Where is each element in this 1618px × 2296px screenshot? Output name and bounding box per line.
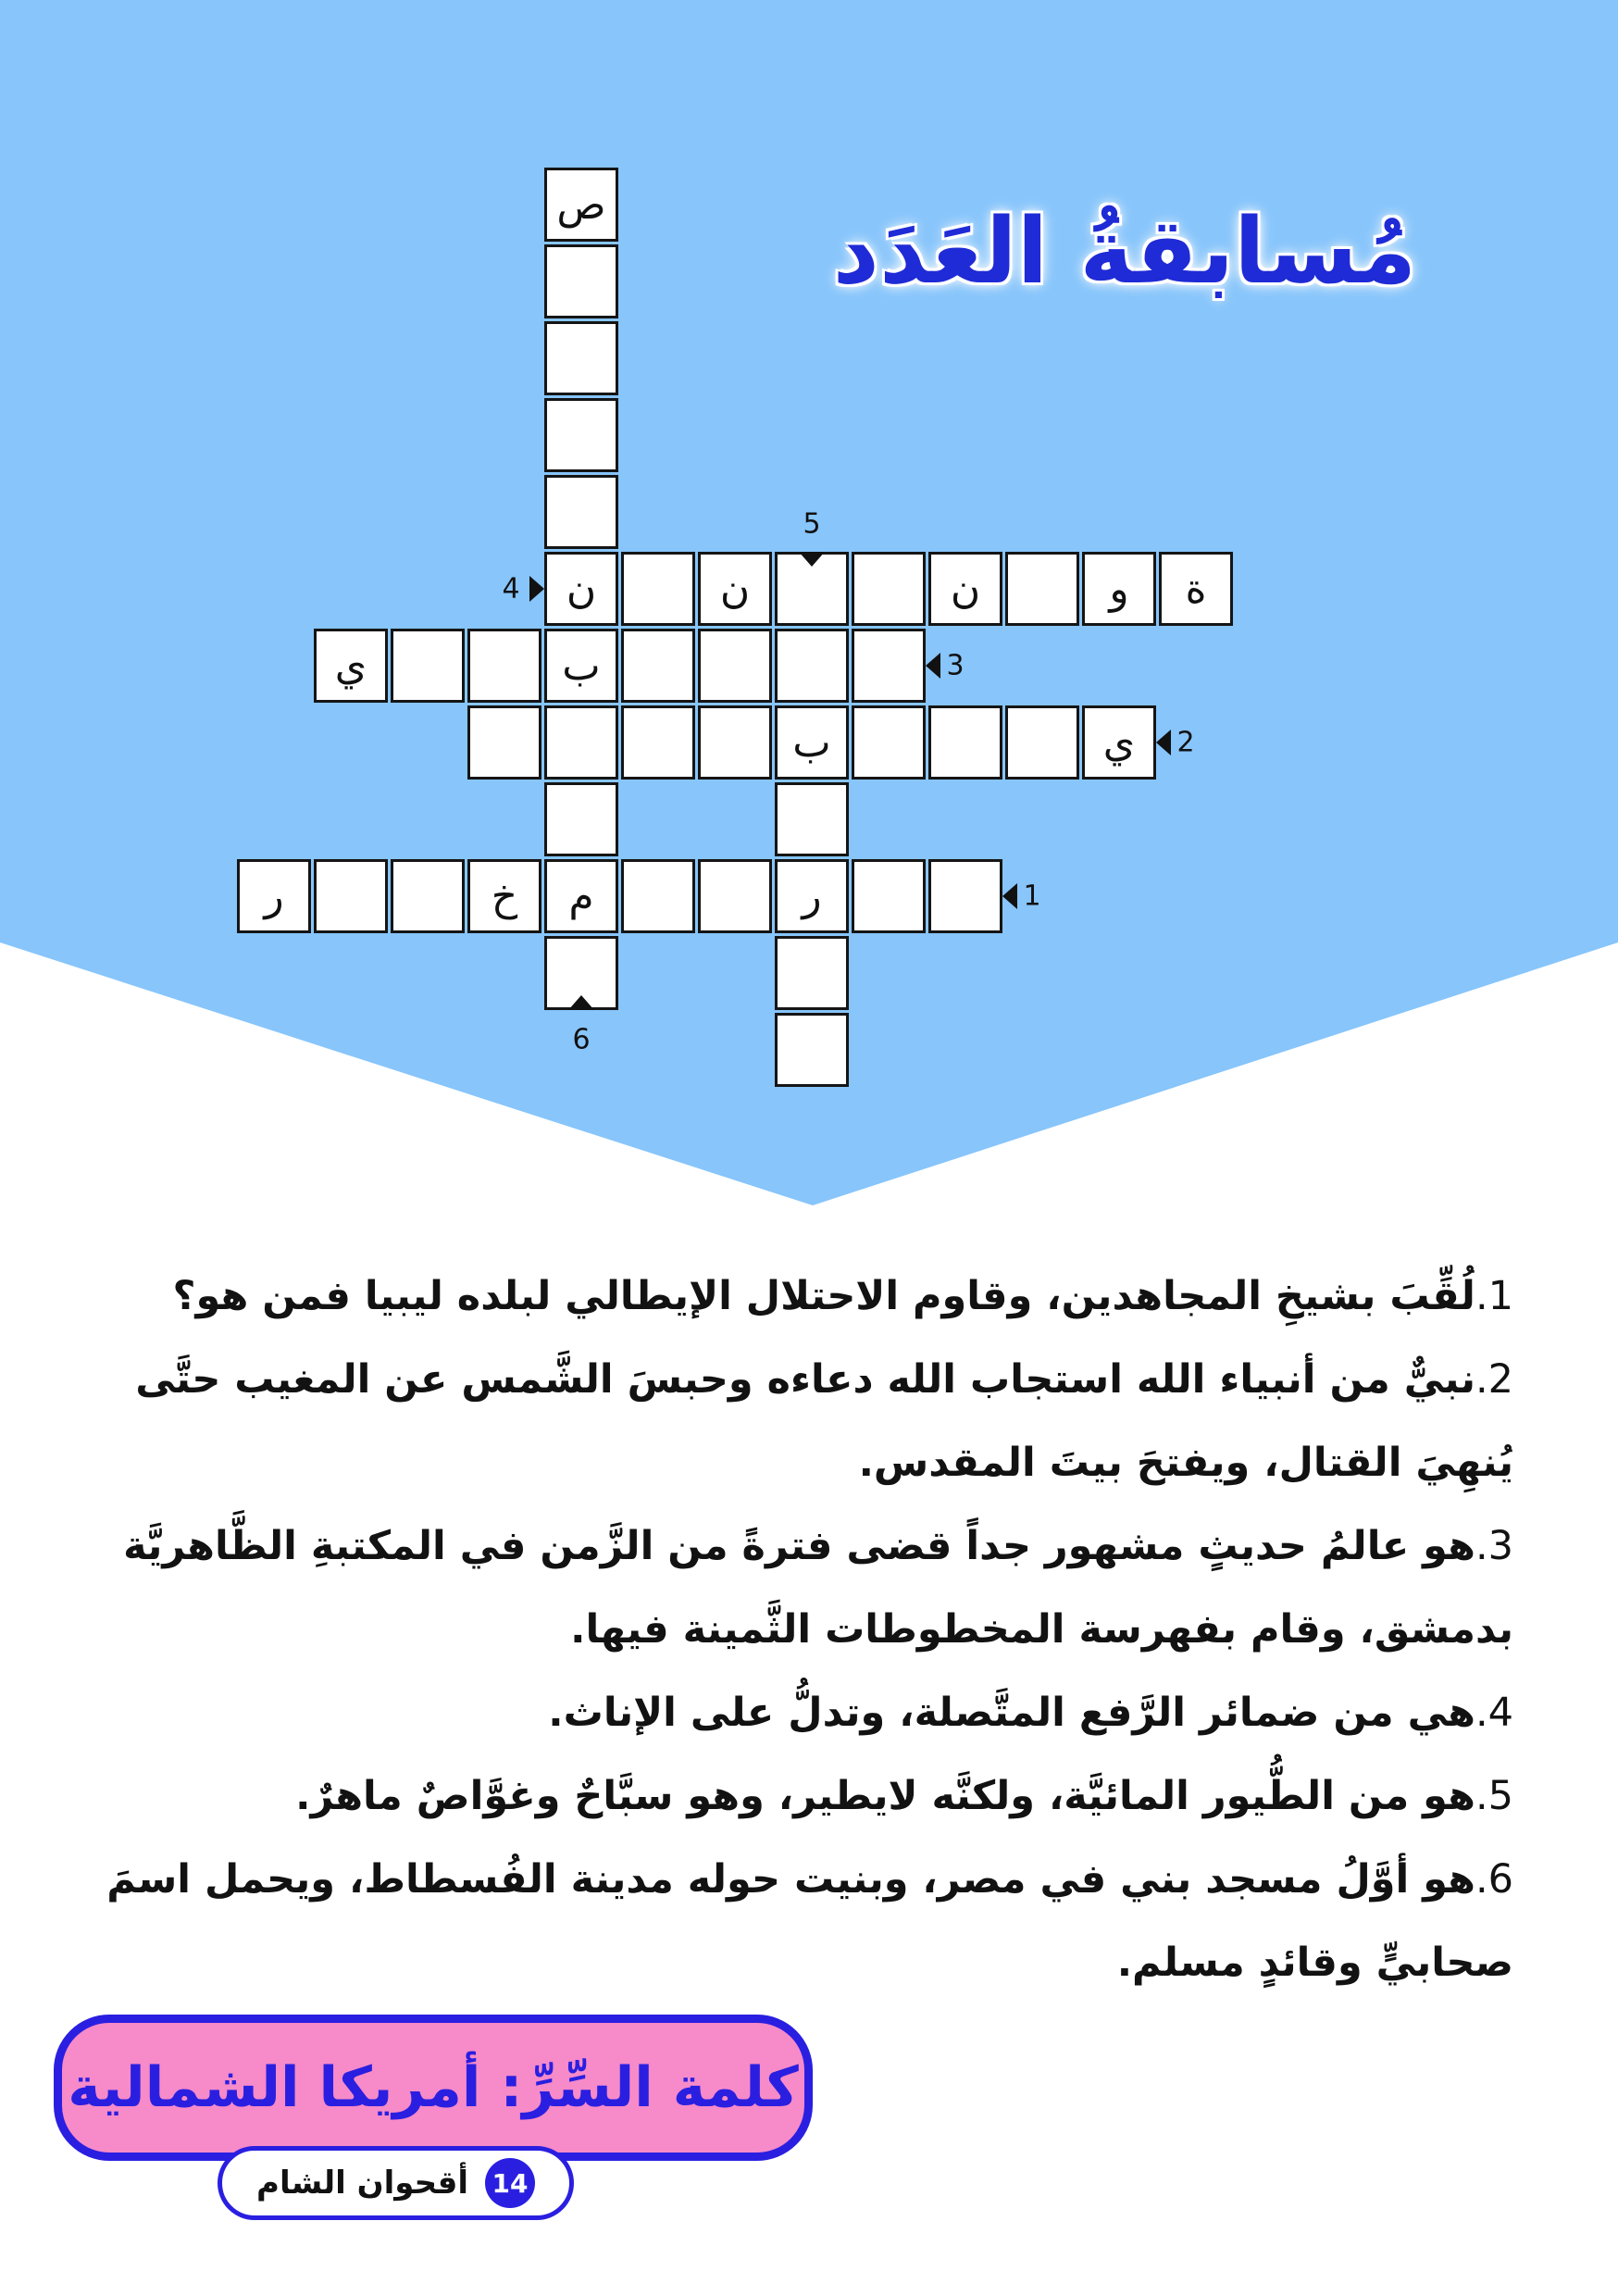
clue-item-text: هي من ضمائر الرَّفع المتَّصلة، وتدلُّ على الإناث. bbox=[548, 1690, 1475, 1736]
crossword-cell[interactable] bbox=[621, 859, 695, 933]
crossword-cell[interactable] bbox=[698, 629, 772, 703]
clue-number: 3 bbox=[946, 649, 965, 682]
crossword-cell[interactable]: ر bbox=[775, 859, 849, 933]
crossword-cell[interactable]: م bbox=[544, 859, 618, 933]
footer-badge bbox=[218, 2146, 574, 2220]
clue-arrow-icon bbox=[799, 552, 825, 567]
crossword-cell[interactable]: ي bbox=[1082, 705, 1156, 780]
crossword-cell[interactable] bbox=[544, 244, 618, 318]
clue-item bbox=[97, 1754, 1513, 1838]
crossword-cell[interactable] bbox=[698, 705, 772, 780]
crossword-cell[interactable] bbox=[621, 629, 695, 703]
clue-item-text: هو عالمُ حديثٍ مشهور جداً قضى فترةً من الزَّمن في المكتبةِ الظَّاهريَّة بدمشق، وقام بفهرسة المخطوطات الثَّمينة فيها. bbox=[123, 1523, 1513, 1653]
clue-arrow-icon bbox=[926, 653, 940, 679]
crossword-cell[interactable] bbox=[775, 936, 849, 1010]
crossword-cell[interactable]: ة bbox=[1159, 552, 1233, 626]
crossword-cell[interactable]: ن bbox=[698, 552, 772, 626]
clue-item-text: هو من الطُّيور المائيَّة، ولكنَّه لايطير، وهو سبَّاحٌ وغوَّاصٌ ماهرٌ. bbox=[295, 1773, 1475, 1819]
crossword-cell[interactable]: ي bbox=[314, 629, 388, 703]
crossword-cell[interactable] bbox=[544, 398, 618, 472]
crossword-cell[interactable] bbox=[314, 859, 388, 933]
crossword-grid bbox=[0, 0, 1618, 1111]
clue-item-text: هو أوَّلُ مسجد بني في مصر، وبنيت حوله مدينة الفُسطاط، ويحمل اسمَ صحابيٍّ وقائدٍ مسلم. bbox=[106, 1856, 1513, 1986]
crossword-cell[interactable] bbox=[775, 1013, 849, 1087]
crossword-cell[interactable] bbox=[928, 705, 1002, 780]
crossword-cell[interactable] bbox=[775, 629, 849, 703]
clue-item bbox=[97, 1838, 1513, 2004]
secret-word-banner: كلمة السِّرِّ: أمريكا الشمالية bbox=[54, 2015, 813, 2161]
clue-list bbox=[97, 1254, 1513, 2004]
crossword-cell[interactable]: خ bbox=[467, 859, 541, 933]
crossword-cell[interactable] bbox=[1005, 705, 1079, 780]
crossword-cell[interactable] bbox=[544, 475, 618, 549]
page-title: مُسابقةُ العَدَد bbox=[832, 199, 1417, 305]
crossword-cell[interactable]: ن bbox=[544, 552, 618, 626]
crossword-cell[interactable] bbox=[698, 859, 772, 933]
crossword-cell[interactable] bbox=[544, 782, 618, 856]
crossword-cell[interactable]: ر bbox=[237, 859, 311, 933]
crossword-cell[interactable] bbox=[467, 705, 541, 780]
clue-item bbox=[97, 1504, 1513, 1671]
crossword-cell[interactable] bbox=[775, 782, 849, 856]
crossword-cell[interactable]: ب bbox=[775, 705, 849, 780]
clue-arrow-icon bbox=[1002, 883, 1017, 909]
crossword-cell[interactable] bbox=[852, 629, 926, 703]
clue-item-number: 6. bbox=[1475, 1856, 1513, 1903]
crossword-cell[interactable] bbox=[1005, 552, 1079, 626]
clue-item bbox=[97, 1338, 1513, 1504]
clue-item-number: 3. bbox=[1475, 1523, 1513, 1569]
crossword-cell[interactable]: و bbox=[1082, 552, 1156, 626]
crossword-cell[interactable] bbox=[391, 859, 465, 933]
clue-number: 1 bbox=[1023, 880, 1041, 913]
clue-item bbox=[97, 1671, 1513, 1754]
clue-arrow-icon bbox=[529, 576, 544, 602]
clue-item bbox=[97, 1254, 1513, 1338]
clue-item-number: 4. bbox=[1475, 1690, 1513, 1736]
crossword-cell[interactable] bbox=[621, 552, 695, 626]
crossword-cell[interactable] bbox=[467, 629, 541, 703]
clue-number: 2 bbox=[1176, 726, 1195, 759]
crossword-cell[interactable] bbox=[852, 859, 926, 933]
clue-item-number: 5. bbox=[1475, 1773, 1513, 1819]
crossword-cell[interactable] bbox=[544, 321, 618, 395]
clue-arrow-icon bbox=[568, 995, 594, 1010]
clue-number: 4 bbox=[502, 572, 520, 605]
magazine-name: أقحوان الشام bbox=[256, 2165, 468, 2202]
clue-item-text: نبيٌّ من أنبياء الله استجاب الله دعاءه وحبسَ الشَّمس عن المغيب حتَّى يُنهِيَ القتال، ويفتحَ بيتَ المقدس. bbox=[135, 1356, 1513, 1486]
crossword-cell[interactable]: ب bbox=[544, 629, 618, 703]
page-number: 14 bbox=[485, 2158, 535, 2208]
crossword-cell[interactable] bbox=[852, 705, 926, 780]
crossword-cell[interactable]: ن bbox=[928, 552, 1002, 626]
clue-item-text: لُقِّبَ بشيخِ المجاهدين، وقاوم الاحتلال الإيطالي لبلده ليبيا فمن هو؟ bbox=[172, 1273, 1475, 1319]
crossword-cell[interactable]: ص bbox=[544, 168, 618, 242]
crossword-cell[interactable] bbox=[621, 705, 695, 780]
clue-arrow-icon bbox=[1156, 730, 1171, 755]
crossword-cell[interactable] bbox=[928, 859, 1002, 933]
crossword-cell[interactable] bbox=[852, 552, 926, 626]
clue-item-number: 1. bbox=[1475, 1273, 1513, 1319]
clue-number: 5 bbox=[803, 507, 821, 541]
clue-number: 6 bbox=[572, 1023, 591, 1056]
crossword-cell[interactable] bbox=[391, 629, 465, 703]
crossword-cell[interactable] bbox=[544, 705, 618, 780]
clue-item-number: 2. bbox=[1475, 1356, 1513, 1403]
